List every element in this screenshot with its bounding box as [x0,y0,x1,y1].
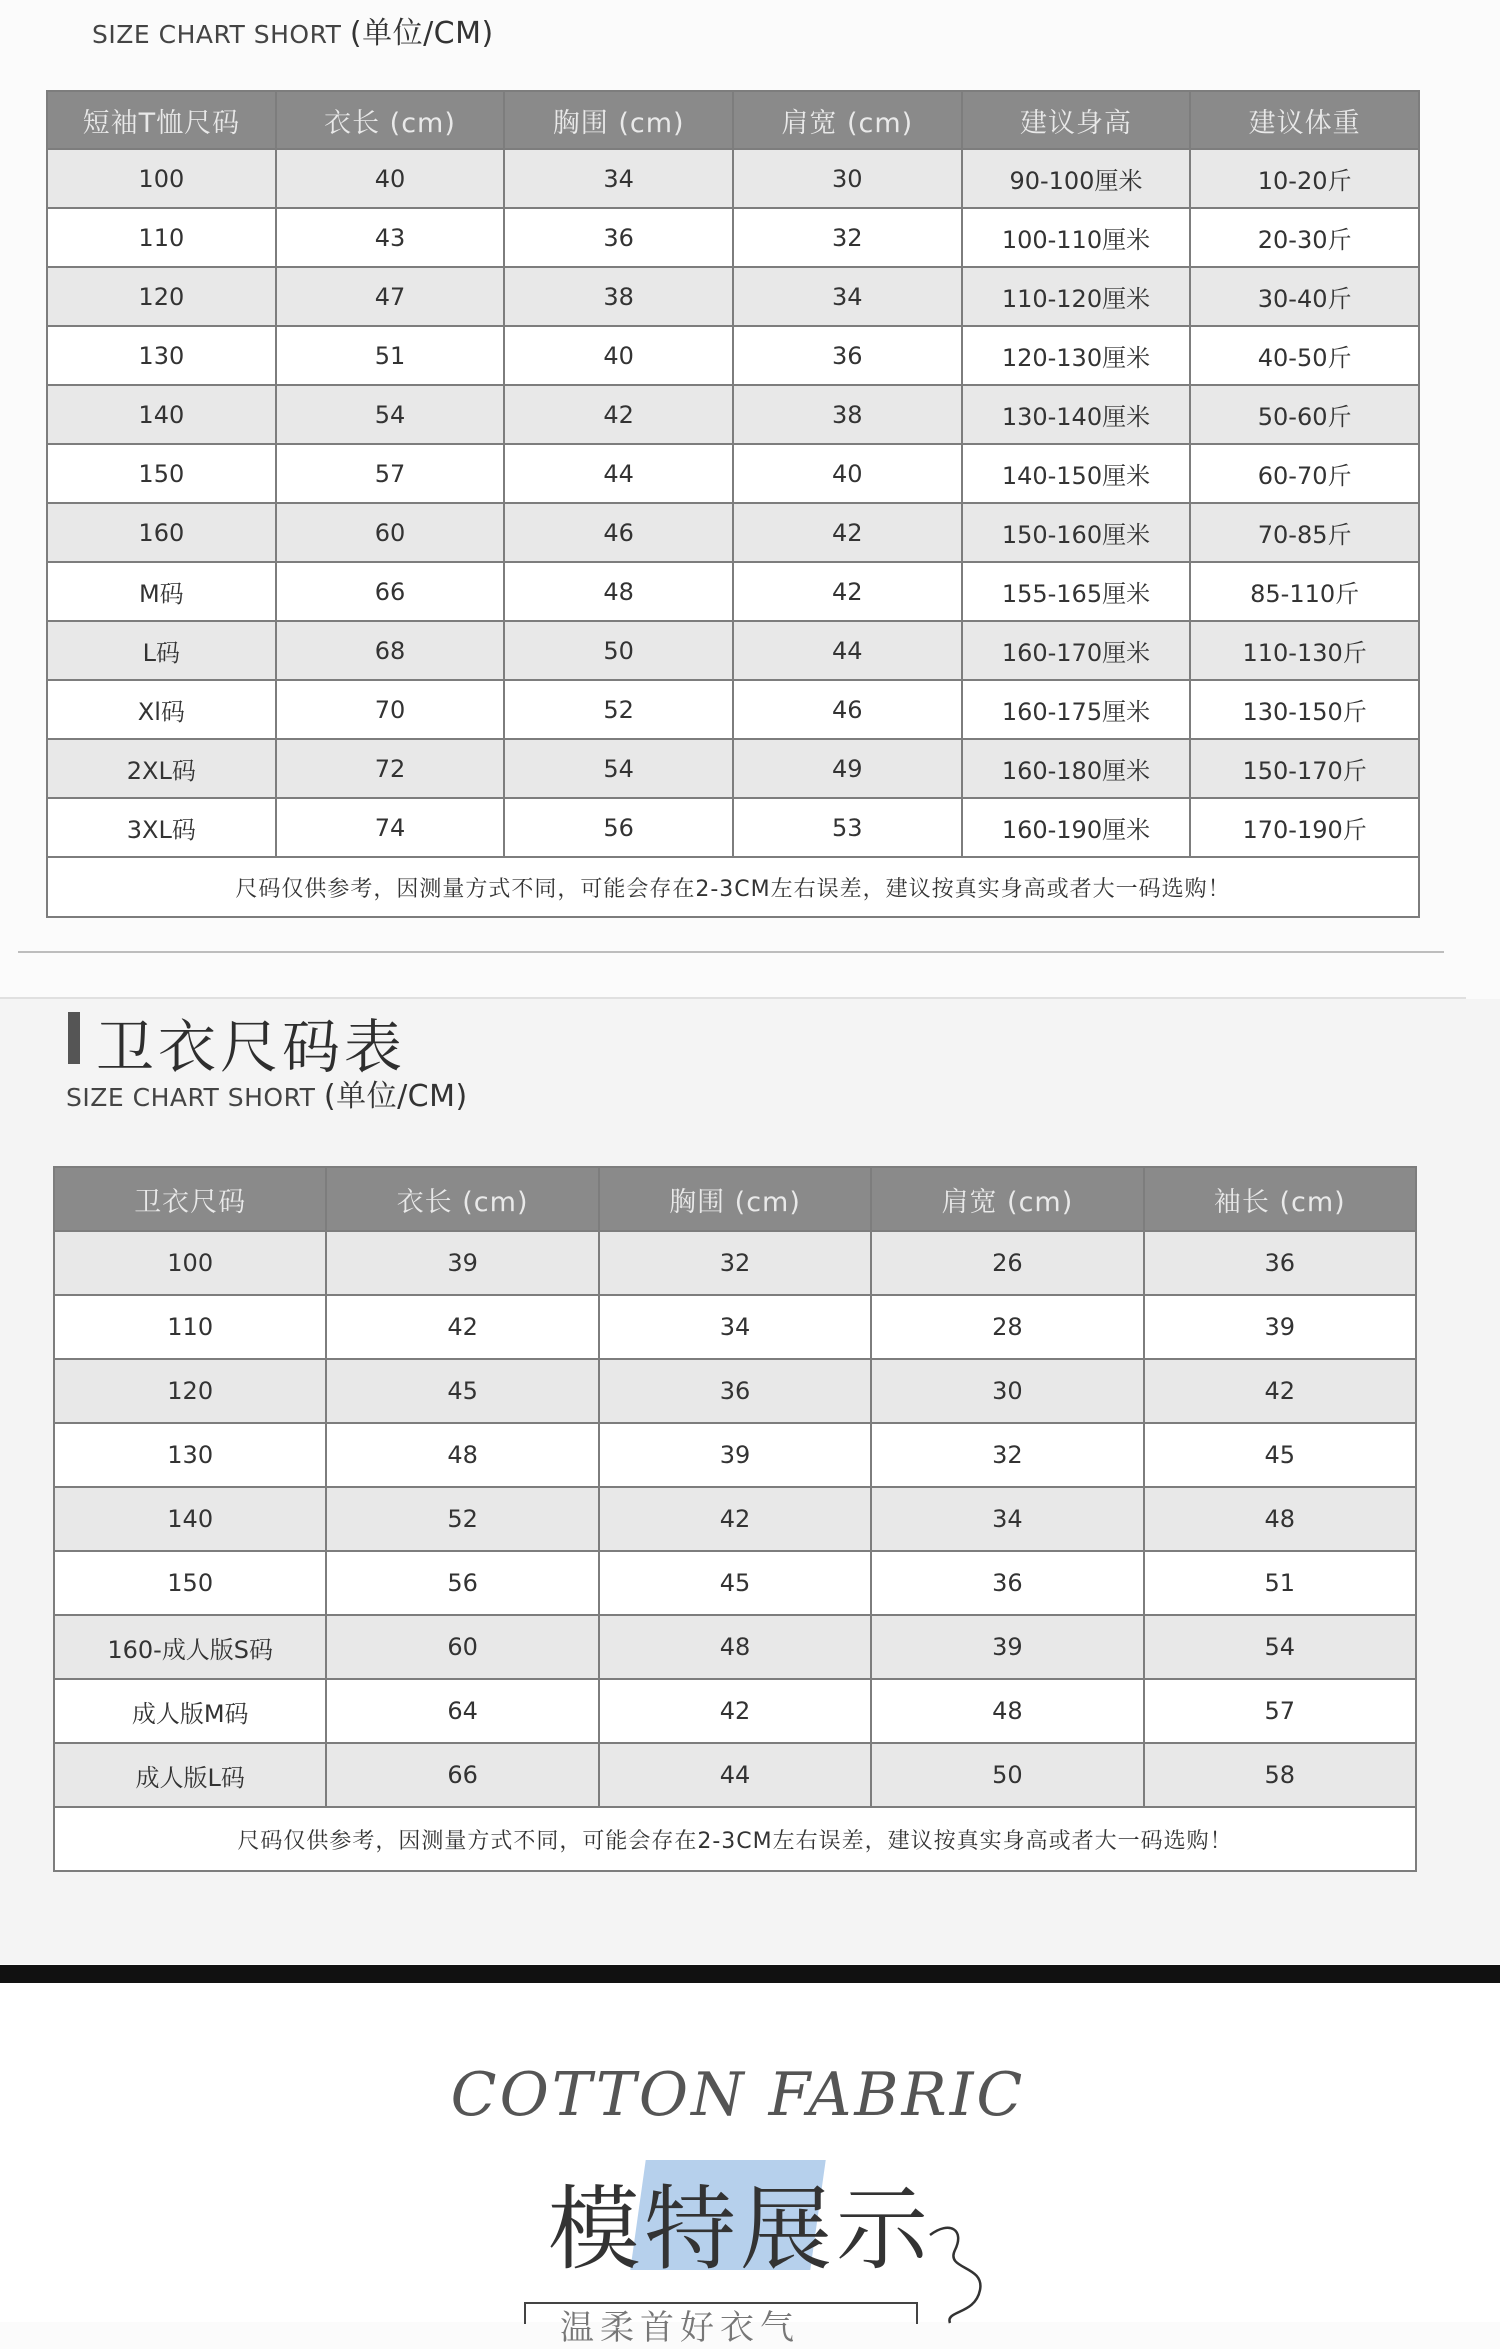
size-cell: 110 [54,1295,326,1359]
size-cell: 130 [54,1423,326,1487]
table-header-row [54,1167,1416,1231]
value-cell: 56 [504,798,733,857]
value-cell: 130-150斤 [1190,680,1419,739]
size-cell: 140 [54,1487,326,1551]
value-cell: 43 [276,208,505,267]
size-cell: 160-成人版S码 [54,1615,326,1679]
size-cell: 120 [47,267,276,326]
value-cell: 52 [326,1487,598,1551]
table-row [47,503,1419,562]
value-cell: 40 [276,149,505,208]
value-cell: 160-190厘米 [962,798,1191,857]
value-cell: 30 [871,1359,1143,1423]
size-cell: 成人版M码 [54,1679,326,1743]
value-cell: 36 [599,1359,871,1423]
table-row [47,739,1419,798]
size-cell: 150 [54,1551,326,1615]
table-row [54,1615,1416,1679]
subtitle-unit: (单位/CM) [349,16,494,51]
size-cell: 150 [47,444,276,503]
value-cell: 50 [871,1743,1143,1807]
value-cell: 40 [733,444,962,503]
value-cell: 150-160厘米 [962,503,1191,562]
value-cell: 32 [599,1231,871,1295]
value-cell: 39 [871,1615,1143,1679]
value-cell: 42 [504,385,733,444]
table-row [47,680,1419,739]
value-cell: 44 [504,444,733,503]
note-row [54,1807,1416,1871]
value-cell: 160-170厘米 [962,621,1191,680]
table-row [47,798,1419,857]
black-divider-bar [0,1965,1500,1983]
value-cell: 66 [276,562,505,621]
value-cell: 85-110斤 [1190,562,1419,621]
value-cell: 38 [504,267,733,326]
value-cell: 34 [871,1487,1143,1551]
size-chart-subtitle-1 [92,8,494,52]
tshirt-size-table [46,90,1420,918]
size-chart-subtitle-2 [66,1071,468,1115]
value-cell: 54 [276,385,505,444]
cotton-fabric-heading: COTTON FABRIC [450,2060,1026,2130]
column-header: 衣长 (cm) [276,91,505,149]
table-row [47,621,1419,680]
table-row [47,149,1419,208]
tagline-text: 温柔首好衣气 [560,2308,800,2348]
value-cell: 160-175厘米 [962,680,1191,739]
size-cell: 140 [47,385,276,444]
size-cell: Xl码 [47,680,276,739]
subtitle-prefix: SIZE CHART SHORT [66,1083,316,1112]
value-cell: 40 [504,326,733,385]
value-cell: 46 [504,503,733,562]
value-cell: 39 [599,1423,871,1487]
value-cell: 72 [276,739,505,798]
value-cell: 130-140厘米 [962,385,1191,444]
size-cell: 100 [47,149,276,208]
column-header: 肩宽 (cm) [871,1167,1143,1231]
value-cell: 74 [276,798,505,857]
size-cell: 成人版L码 [54,1743,326,1807]
value-cell: 170-190斤 [1190,798,1419,857]
table-row [54,1679,1416,1743]
value-cell: 70 [276,680,505,739]
table-row [47,385,1419,444]
value-cell: 68 [276,621,505,680]
value-cell: 56 [326,1551,598,1615]
value-cell: 160-180厘米 [962,739,1191,798]
column-header: 建议身高 [962,91,1191,149]
value-cell: 48 [871,1679,1143,1743]
table-row [47,267,1419,326]
value-cell: 54 [504,739,733,798]
table-header-row [47,91,1419,149]
value-cell: 57 [276,444,505,503]
value-cell: 64 [326,1679,598,1743]
table-row [54,1359,1416,1423]
value-cell: 110-120厘米 [962,267,1191,326]
size-cell: 2XL码 [47,739,276,798]
value-cell: 36 [1144,1231,1416,1295]
value-cell: 39 [326,1231,598,1295]
value-cell: 150-170斤 [1190,739,1419,798]
value-cell: 40-50斤 [1190,326,1419,385]
value-cell: 51 [276,326,505,385]
table-row [54,1743,1416,1807]
table-row [54,1231,1416,1295]
size-cell: 110 [47,208,276,267]
column-header: 卫衣尺码 [54,1167,326,1231]
value-cell: 50 [504,621,733,680]
value-cell: 58 [1144,1743,1416,1807]
value-cell: 39 [1144,1295,1416,1359]
value-cell: 42 [1144,1359,1416,1423]
table-row [47,562,1419,621]
value-cell: 66 [326,1743,598,1807]
table-row [47,208,1419,267]
value-cell: 53 [733,798,962,857]
value-cell: 34 [599,1295,871,1359]
value-cell: 38 [733,385,962,444]
hoodie-size-table [53,1166,1417,1872]
table-row [54,1423,1416,1487]
value-cell: 26 [871,1231,1143,1295]
value-cell: 36 [504,208,733,267]
value-cell: 50-60斤 [1190,385,1419,444]
value-cell: 42 [733,503,962,562]
value-cell: 32 [871,1423,1143,1487]
value-cell: 60-70斤 [1190,444,1419,503]
value-cell: 45 [599,1551,871,1615]
value-cell: 100-110厘米 [962,208,1191,267]
value-cell: 140-150厘米 [962,444,1191,503]
value-cell: 30 [733,149,962,208]
column-header: 建议体重 [1190,91,1419,149]
value-cell: 48 [1144,1487,1416,1551]
value-cell: 48 [326,1423,598,1487]
value-cell: 45 [1144,1423,1416,1487]
table-row [54,1295,1416,1359]
value-cell: 52 [504,680,733,739]
value-cell: 46 [733,680,962,739]
value-cell: 47 [276,267,505,326]
value-cell: 36 [733,326,962,385]
hoodie-size-title: 卫衣尺码表 [96,1013,407,1081]
value-cell: 44 [733,621,962,680]
value-cell: 34 [504,149,733,208]
value-cell: 110-130斤 [1190,621,1419,680]
size-cell: 130 [47,326,276,385]
column-header: 胸围 (cm) [504,91,733,149]
column-header: 短袖T恤尺码 [47,91,276,149]
value-cell: 32 [733,208,962,267]
subtitle-unit: (单位/CM) [323,1079,468,1114]
size-cell: 160 [47,503,276,562]
model-display-heading: 模特展示 [548,2176,933,2283]
value-cell: 48 [504,562,733,621]
value-cell: 42 [599,1679,871,1743]
column-header: 衣长 (cm) [326,1167,598,1231]
subtitle-prefix: SIZE CHART SHORT [92,20,342,49]
value-cell: 45 [326,1359,598,1423]
note-row [47,857,1419,917]
column-header: 胸围 (cm) [599,1167,871,1231]
section-divider [18,951,1444,953]
value-cell: 90-100厘米 [962,149,1191,208]
column-header: 肩宽 (cm) [733,91,962,149]
table-row [54,1551,1416,1615]
table-row [47,326,1419,385]
value-cell: 36 [871,1551,1143,1615]
value-cell: 48 [599,1615,871,1679]
value-cell: 60 [326,1615,598,1679]
value-cell: 44 [599,1743,871,1807]
size-note: 尺码仅供参考，因测量方式不同，可能会存在2-3CM左右误差，建议按真实身高或者大一码选购！ [54,1807,1416,1871]
value-cell: 70-85斤 [1190,503,1419,562]
value-cell: 34 [733,267,962,326]
value-cell: 155-165厘米 [962,562,1191,621]
value-cell: 49 [733,739,962,798]
size-cell: 100 [54,1231,326,1295]
value-cell: 51 [1144,1551,1416,1615]
column-header: 袖长 (cm) [1144,1167,1416,1231]
value-cell: 57 [1144,1679,1416,1743]
value-cell: 20-30斤 [1190,208,1419,267]
title-accent-bar [68,1012,80,1064]
value-cell: 54 [1144,1615,1416,1679]
value-cell: 42 [599,1487,871,1551]
table-row [54,1487,1416,1551]
value-cell: 42 [326,1295,598,1359]
size-note: 尺码仅供参考，因测量方式不同，可能会存在2-3CM左右误差，建议按真实身高或者大一码选购！ [47,857,1419,917]
value-cell: 28 [871,1295,1143,1359]
table-row [47,444,1419,503]
size-cell: L码 [47,621,276,680]
size-cell: 120 [54,1359,326,1423]
value-cell: 120-130厘米 [962,326,1191,385]
value-cell: 30-40斤 [1190,267,1419,326]
value-cell: 60 [276,503,505,562]
squiggle-decoration-icon [925,2215,1005,2325]
size-cell: 3XL码 [47,798,276,857]
size-cell: M码 [47,562,276,621]
value-cell: 10-20斤 [1190,149,1419,208]
value-cell: 42 [733,562,962,621]
